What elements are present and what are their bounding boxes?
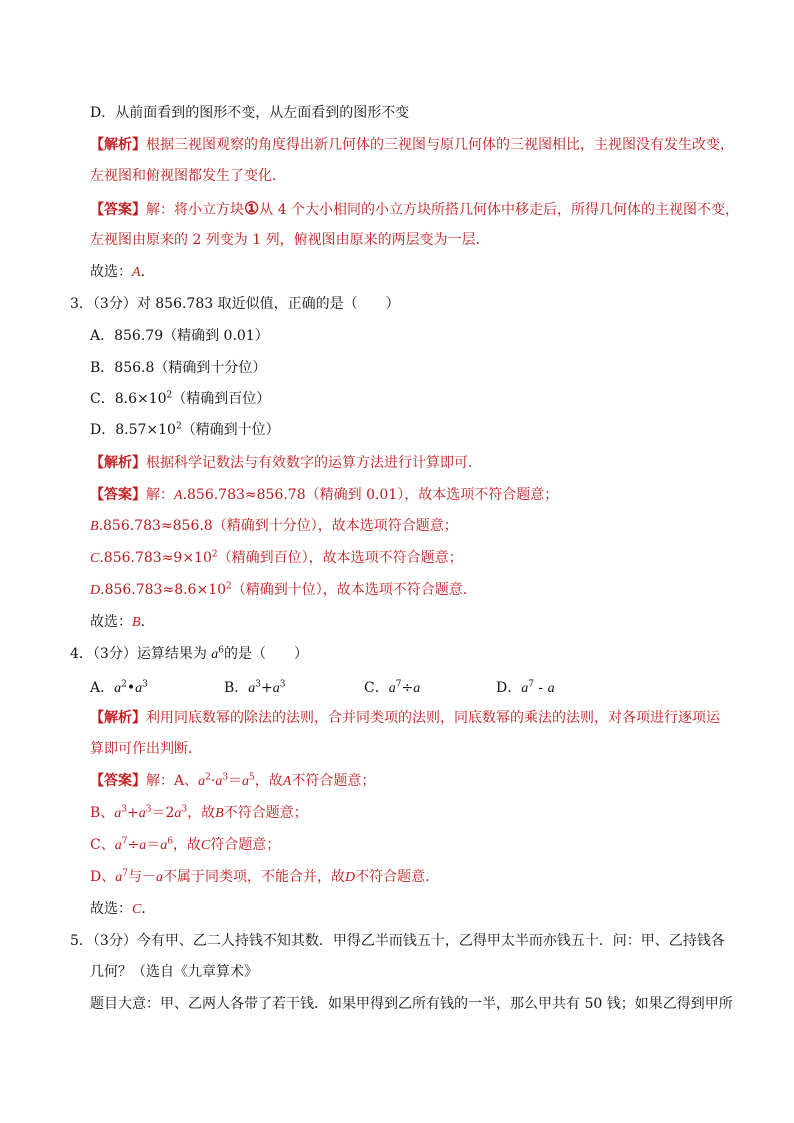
opt-c-note: （精确到百位） (172, 391, 271, 407)
q4-stem-var: a (211, 647, 219, 662)
analysis-tag: 【解析】 (90, 710, 146, 726)
choose-value: C (132, 902, 142, 917)
ans-body: .856.783≈856.8（精确到十分位），故本选项符合题意； (98, 518, 458, 534)
ans-mid: ，故 (172, 837, 201, 853)
opt-label: B． (224, 680, 249, 696)
ans-mid: 与－ (127, 869, 156, 885)
opt-label: A． (90, 680, 115, 696)
ans-post: 不符合题意； (291, 773, 376, 789)
q2-analysis-line-1 (90, 136, 734, 154)
opt-c-text: C．8.6×10 (90, 391, 167, 407)
q3-analysis-text: 根据科学记数法与有效数字的运算方法进行计算即可． (146, 455, 482, 471)
choose-period: ． (141, 901, 156, 917)
opt-d-text: D．8.57×10 (90, 422, 176, 438)
ans-post: 不符合题意． (355, 869, 440, 885)
ans-letter: B (90, 519, 99, 534)
q4-choose (90, 900, 155, 919)
q4-answer-c: C、$a^7\div a=a^6$，故C符合题意； (90, 836, 281, 853)
ans-label: A、 (174, 773, 199, 789)
q4-option-d: D．$a^7$ - a (496, 679, 555, 696)
circled-one: ① (244, 199, 260, 219)
q2-analysis-line-2: 左视图和俯视图都发生了变化． (90, 168, 286, 184)
ans-body: .856.783≈8.6×10 (100, 582, 227, 598)
q3-option-b: B．856.8（精确到十分位） (90, 360, 267, 376)
q4-stem-text: 4．（3分）运算结果为 (70, 646, 212, 662)
choose-label: 故选： (90, 264, 132, 280)
ans-letter: A (282, 774, 292, 789)
q2-answer-text-a: 解：将小立方块 (146, 202, 244, 218)
q3-answer-a (90, 486, 558, 505)
opt-d-exp: 2 (175, 421, 182, 432)
q4-analysis-text: 利用同底数幂的除法的法则，合并同类项的法则，同底数幂的乘法的法则，对各项进行逐项运 (146, 710, 720, 726)
q3-answer-d (90, 581, 477, 600)
q4-option-c: C．$a^7\div a$ (364, 679, 421, 696)
ans-letter: C (90, 551, 100, 566)
q5-stem-line-1: 5．（3分）今有甲、乙二人持钱不知其数．甲得乙半而钱五十，乙得甲太半而亦钱五十．问：甲、乙持钱各 (70, 933, 725, 949)
ans-label: D、 (90, 869, 116, 885)
ans-letter: A (174, 488, 183, 503)
ans-prefix: 解： (146, 773, 174, 789)
q4-answer-a: 【答案】解：A、$a^2\cdot a^3=a^5$，故A不符合题意； (90, 772, 376, 789)
q3-analysis (90, 454, 482, 472)
choose-period: ． (140, 614, 155, 630)
answer-tag: 【答案】 (90, 487, 146, 503)
q4-answer-b: B、$a^3+a^3=2a^3$，故B不符合题意； (90, 804, 308, 821)
q2-answer-line-1 (90, 200, 739, 219)
q2-analysis-text: 根据三视图观察的角度得出新几何体的三视图与原几何体的三视图相比，主视图没有发生改变， (146, 137, 734, 153)
choose-value: A (132, 265, 141, 280)
q3-answer-b (90, 517, 458, 536)
q4-analysis-line-1 (90, 709, 720, 727)
choose-label: 故选： (90, 614, 132, 630)
q3-choose (90, 613, 155, 632)
ans-exp: 2 (226, 581, 232, 592)
ans-letter: B (215, 806, 224, 821)
choose-label: 故选： (90, 901, 132, 917)
ans-note: （精确到百位），故本选项不符合题意； (217, 550, 463, 566)
ans-mid: ，故 (187, 805, 216, 821)
q3-answer-c (90, 549, 463, 568)
q2-choose (90, 263, 155, 282)
q5-stem-line-2: 几何？（选自《九章算术》 (90, 964, 258, 980)
q4-option-a: A．$a^2•a^3$ (90, 679, 148, 696)
q2-answer-line-2: 左视图由原来的 2 列变为 1 列，俯视图由原来的两层变为一层． (90, 232, 490, 248)
ans-note: （精确到十位），故本选项不符合题意． (231, 582, 477, 598)
ans-post: 符合题意； (210, 837, 281, 853)
opt-d-note: （精确到十位） (181, 422, 280, 438)
ans-label: C、 (90, 837, 115, 853)
ans-body: .856.783≈9×10 (99, 550, 212, 566)
ans-exp: 2 (211, 549, 218, 560)
q4-stem-tail: 的是（ ） (224, 646, 308, 662)
q3-stem: 3．（3分）对 856.783 取近似值，正确的是（ ） (70, 296, 400, 312)
q4-analysis-line-2: 算即可作出判断． (90, 741, 202, 757)
q4-option-b: B．$a^3+a^3$ (224, 679, 286, 696)
q2-answer-text-b: 从 4 个大小相同的小立方块所搭几何体中移走后，所得几何体的主视图不变， (259, 202, 740, 218)
ans-post: 不符合题意； (223, 805, 308, 821)
opt-label: C． (364, 680, 389, 696)
q3-option-d (90, 421, 280, 439)
opt-c-exp: 2 (166, 390, 173, 401)
answer-tag: 【答案】 (90, 202, 146, 218)
answer-tag: 【答案】 (90, 773, 146, 789)
q4-stem (70, 645, 308, 664)
ans-letter: D (90, 583, 101, 598)
choose-period: ． (140, 264, 155, 280)
q3-option-a: A．856.79（精确到 0.01） (90, 328, 269, 344)
q4-answer-d: D、$a^7$与－a不属于同类项，不能合并，故D不符合题意． (90, 868, 440, 885)
ans-letter: D (344, 870, 356, 885)
q5-translation: 题目大意：甲、乙两人各带了若干钱．如果甲得到乙所有钱的一半，那么甲共有 50 钱；如果乙得到甲所 (90, 996, 733, 1012)
q2-option-d: D．从前面看到的图形不变，从左面看到的图形不变 (90, 105, 410, 121)
ans-label: B、 (90, 805, 115, 821)
q4-stem-exp: 6 (218, 645, 224, 656)
ans-mid: ，故 (254, 773, 283, 789)
ans-body: .856.783≈856.78（精确到 0.01），故本选项不符合题意； (182, 487, 559, 503)
opt-label: D． (496, 680, 522, 696)
choose-value: B (132, 615, 141, 630)
analysis-tag: 【解析】 (90, 455, 146, 471)
ans-mid-2: 不属于同类项，不能合并，故 (162, 869, 345, 885)
q3-option-c (90, 390, 270, 408)
ans-letter: C (200, 838, 211, 853)
ans-prefix: 解： (146, 487, 174, 503)
analysis-tag: 【解析】 (90, 137, 146, 153)
